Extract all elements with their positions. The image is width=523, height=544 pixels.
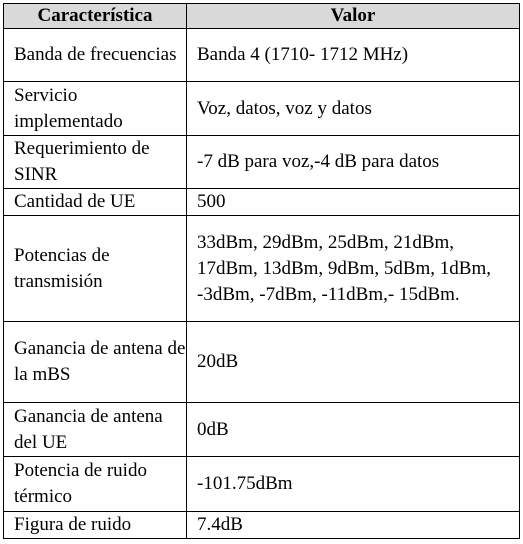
table-row: [4, 82, 520, 136]
specs-table: [3, 3, 520, 539]
table-row: [4, 512, 520, 539]
row-value: 7.4dB: [187, 512, 520, 539]
row-value: Voz, datos, voz y datos: [187, 82, 520, 136]
header-value: Valor: [187, 4, 520, 29]
row-value: 0dB: [187, 403, 520, 457]
table-row: [4, 457, 520, 512]
row-characteristic: Ganancia de antena del UE: [4, 403, 187, 457]
table-header-row: [4, 4, 520, 29]
row-characteristic: Banda de frecuencias: [4, 29, 187, 82]
row-characteristic: Potencias de transmisión: [4, 216, 187, 322]
row-value: 500: [187, 189, 520, 216]
row-value: -7 dB para voz,-4 dB para datos: [187, 136, 520, 189]
row-characteristic: Servicio implementado: [4, 82, 187, 136]
row-characteristic: Figura de ruido: [4, 512, 187, 539]
table-row: [4, 29, 520, 82]
row-characteristic: Potencia de ruido térmico: [4, 457, 187, 512]
row-value: Banda 4 (1710- 1712 MHz): [187, 29, 520, 82]
header-characteristic: Característica: [4, 4, 187, 29]
row-value: -101.75dBm: [187, 457, 520, 512]
table-row: [4, 189, 520, 216]
row-value: 20dB: [187, 322, 520, 403]
table-row: [4, 216, 520, 322]
row-value: 33dBm, 29dBm, 25dBm, 21dBm, 17dBm, 13dBm, 9dBm, 5dBm, 1dBm, -3dBm, -7dBm, -11dBm,- 15dBm.: [187, 216, 520, 322]
row-characteristic: Ganancia de antena de la mBS: [4, 322, 187, 403]
row-characteristic: Requerimiento de SINR: [4, 136, 187, 189]
table-row: [4, 403, 520, 457]
table-row: [4, 322, 520, 403]
table-row: [4, 136, 520, 189]
row-characteristic: Cantidad de UE: [4, 189, 187, 216]
